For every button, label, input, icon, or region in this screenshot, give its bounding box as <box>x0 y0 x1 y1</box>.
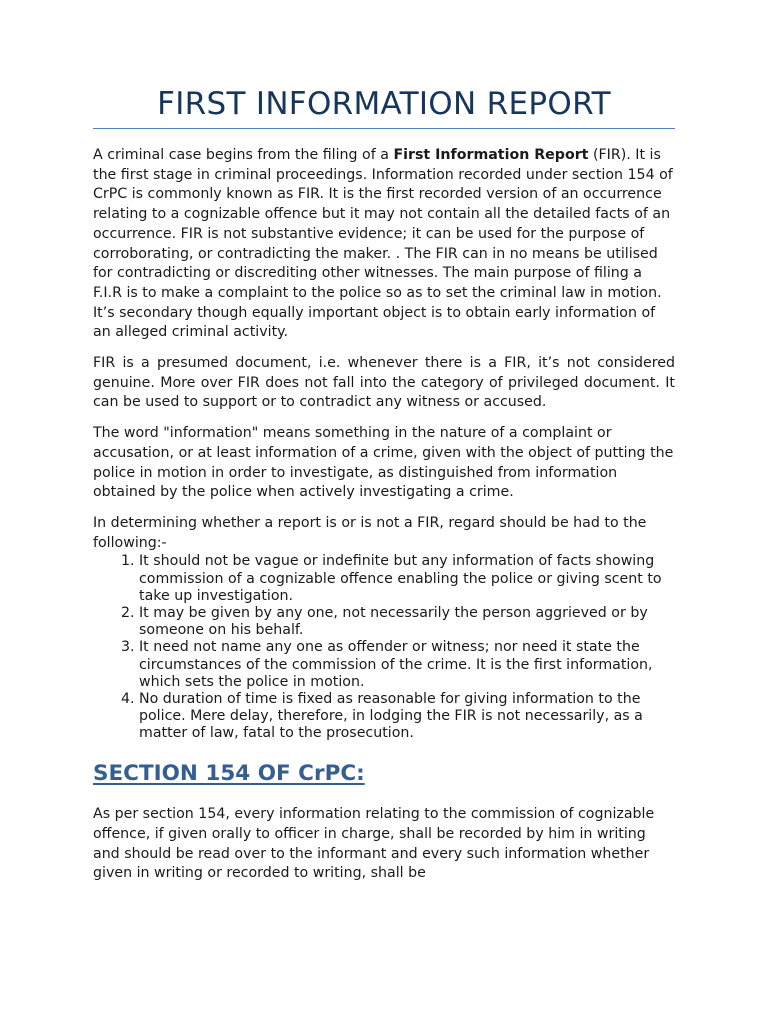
criteria-list <box>93 553 675 742</box>
list-item: 1. It should not be vague or indefinite but any information of facts showing commission of a cognizable offence enabling the police or giving scent to take up investigation. <box>139 553 675 605</box>
list-item: 3. It need not name any one as offender or witness; nor need it state the circumstances of the commission of the crime. It is the first information, which sets the police in motion. <box>139 639 675 691</box>
paragraph-section-154: As per section 154, every information relating to the commission of cognizable offence, if given orally to officer in charge, shall be recorded by him in writing and should be read over to the informant and every such information whether given in writing or recorded to writing, shall be <box>93 806 655 882</box>
intro-text-rest: (FIR). It is the first stage in criminal proceedings. Information recorded under section 154 of CrPC is commonly known as FIR. It is the first recorded version of an occurrence relating to a cognizable offence but it may not contain all the detailed facts of an occurrence. FIR is not substantive evidence; it can be used for the purpose of corroborating, or contradicting the maker. . The FIR can in no means be utilised for contradicting or discrediting other witnesses. The main purpose of filing a F.I.R is to make a complaint to the police so as to set the criminal law in motion. It’s secondary though equally important object is to obtain early information of an alleged criminal activity. <box>93 147 673 341</box>
title-divider <box>93 128 675 129</box>
document-body <box>93 146 675 895</box>
list-item: 2. It may be given by any one, not necessarily the person aggrieved or by someone on his behalf. <box>139 605 675 639</box>
document-title: FIRST INFORMATION REPORT <box>157 86 611 122</box>
intro-text-start: A criminal case begins from the filing of a <box>93 147 394 163</box>
intro-bold-term: First Information Report <box>393 147 589 163</box>
list-item: 4. No duration of time is fixed as reasonable for giving information to the police. Mere delay, therefore, in lodging the FIR is not necessarily, as a matter of law, fatal to the prosecution. <box>139 691 675 743</box>
paragraph-intro <box>93 146 675 343</box>
paragraph-criteria-lead: In determining whether a report is or is not a FIR, regard should be had to the following:- <box>93 514 647 551</box>
paragraph-information-meaning: The word "information" means something in the nature of a complaint or accusation, or at least information of a crime, given with the object of putting the police in motion in order to investigate, as distinguished from information obtained by the police when actively investigating a crime. <box>93 425 674 501</box>
section-heading: SECTION 154 OF CrPC: <box>93 760 365 786</box>
paragraph-presumed-document: FIR is a presumed document, i.e. whenever there is a FIR, it’s not considered genuine. More over FIR does not fall into the category of privileged document. It can be used to support or to contradict any witness or accused. <box>93 355 675 411</box>
